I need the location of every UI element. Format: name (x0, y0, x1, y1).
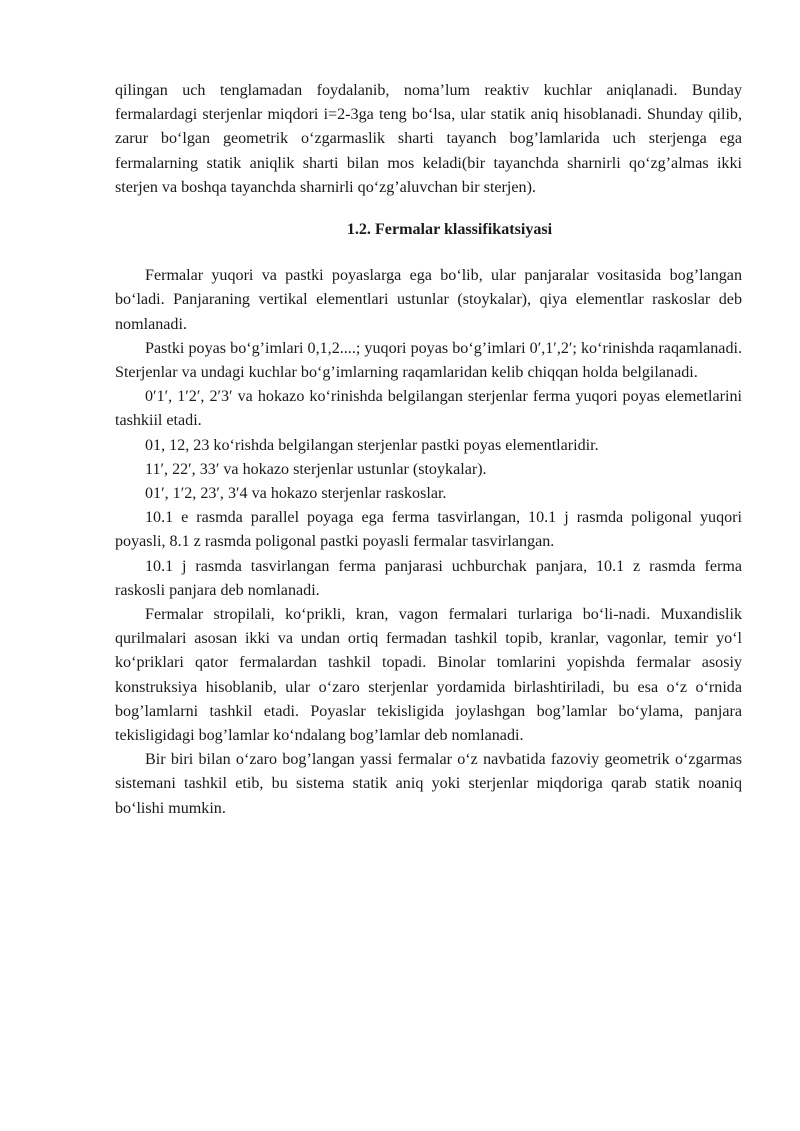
paragraph-ferma-turlari: Fermalar stropilali, ko‘prikli, kran, vagon fermalari turlariga bo‘li-nadi. Muxandislik qurilmalari asosan ikki va undan ortiq fermadan tashkil topib, kranlar, vagonlar, temir yo‘l ko‘priklari qator fermalardan tashkil topadi. Binolar tomlarini yopishda fermalar asosiy konstruksiya hisoblanib, ular o‘zaro sterjenlar yordamida birlashtiriladi, bu esa o‘z o‘rnida bog’lamlarni tashkil etadi. Poyaslar tekisligida joylashgan bog’lamlar bo‘ylama, panjara tekisligidagi bog’lamlar ko‘ndalang bog’lamlar deb nomlanadi. (115, 606, 742, 745)
paragraph-raskoslar: 01′, 1′2, 23′, 3′4 va hokazo sterjenlar raskoslar. (145, 485, 447, 503)
paragraph-yuqori-poyas: 0′1′, 1′2′, 2′3′ va hokazo ko‘rinishda belgilangan sterjenlar ferma yuqori poyas elemetlarini tashkiil etadi. (115, 388, 742, 430)
paragraph-bogimlar: Pastki poyas bo‘g’imlari 0,1,2....; yuqori poyas bo‘g’imlari 0′,1′,2′; ko‘rinishda raqamlanadi. Sterjenlar va undagi kuchlar bo‘g’imlarning raqamlaridan kelib chiqqan holda belgilanadi. (115, 339, 742, 382)
paragraph-poyaslar: Fermalar yuqori va pastki poyaslarga ega bo‘lib, ular panjaralar vositasida bog’langan bo‘ladi. Panjaraning vertikal elementlari ustunlar (stoykalar), qiya elementlar raskoslar deb nomlanadi. (115, 267, 742, 333)
section-heading: 1.2. Fermalar klassifikatsiyasi (346, 221, 553, 239)
paragraph-rasm-101e: 10.1 e rasmda parallel poyaga ega ferma tasvirlangan, 10.1 j rasmda poligonal yuqori poyasli, 8.1 z rasmda poligonal pastki poyasli fermalar tasvirlangan. (115, 509, 742, 551)
paragraph-rasm-101j: 10.1 j rasmda tasvirlangan ferma panjarasi uchburchak panjara, 10.1 z rasmda ferma raskosli panjara deb nomlanadi. (115, 557, 742, 599)
document-page (115, 79, 742, 821)
intro-paragraph: qilingan uch tenglamadan foydalanib, noma’lum reaktiv kuchlar aniqlanadi. Bunday fermalardagi sterjenlar miqdori i=2-3ga teng bo‘lsa, ular statik aniq hisoblanadi. Shunday qilib, zarur bo‘lgan geometrik o‘zgarmaslik sharti tayanch bog’lamlarida uch sterjenga ega fermalarning statik aniqlik sharti bilan mos keladi(bir tayanchda sharnirli qo‘zg’almas ikki sterjen va boshqa tayanchda sharnirli qo‘zg’aluvchan bir sterjen). (115, 82, 742, 196)
paragraph-pastki-poyas: 01, 12, 23 ko‘rishda belgilangan sterjenlar pastki poyas elementlaridir. (145, 436, 599, 454)
paragraph-ustunlar: 11′, 22′, 33′ va hokazo sterjenlar ustunlar (stoykalar). (145, 460, 487, 478)
paragraph-fazoviy-sistema: Bir biri bilan o‘zaro bog’langan yassi fermalar o‘z navbatida fazoviy geometrik o‘zgarmas sistemani tashkil etib, bu sistema statik aniq yoki sterjenlar miqdoriga qarab statik noaniq bo‘lishi mumkin. (115, 751, 742, 817)
